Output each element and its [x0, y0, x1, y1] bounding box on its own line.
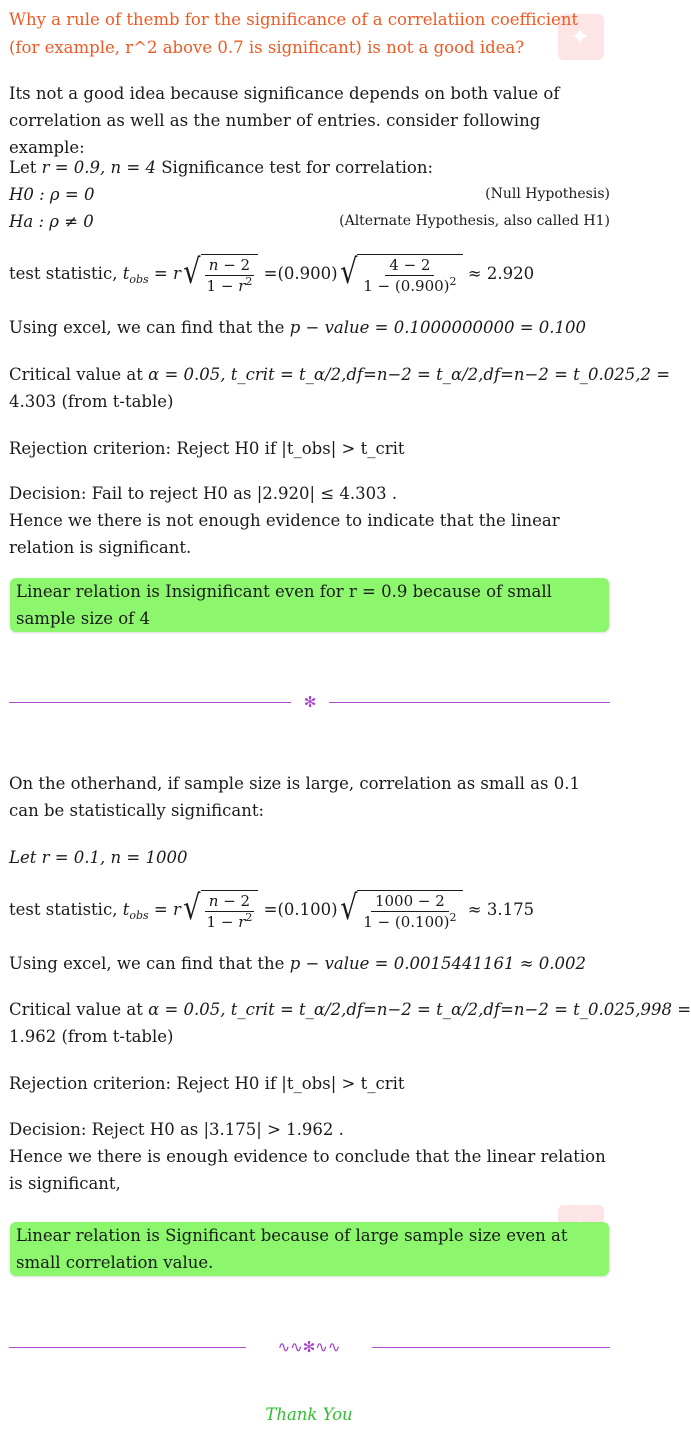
test-label: Significance test for correlation: [161, 158, 434, 177]
example1-let-line [9, 154, 610, 181]
example2-decision [9, 1116, 610, 1197]
flourish-icon: ∿∿✻∿∿ [277, 1338, 341, 1356]
example2-intro-text: On the otherhand, if sample size is large, correlation as small as 0.1 can be statistically significant: [9, 774, 580, 820]
let-values-2: Let r = 0.1, n = 1000 [9, 848, 188, 867]
thank-you-text: Thank You [265, 1405, 353, 1424]
closing-divider [9, 1337, 610, 1357]
crit-expression-2: α = 0.05, t_crit = t_α/2,df=n−2 = t_α/2,df=n−2 = t_0.025,998 = [148, 1000, 691, 1019]
null-hypothesis-row [9, 181, 610, 208]
let-label: Let [9, 158, 37, 177]
alt-hypothesis: Ha : ρ ≠ 0 [9, 212, 94, 231]
example1-statistic: test statistic, $t_{obs} = r$ √ $\frac{n - 2}{1 - r^2}$ = (0.900) √ $\frac{4 - 2}{1 - (0.900)^2}$ ≈ 2.920 [9, 252, 535, 295]
example1-rejection [9, 435, 610, 462]
alt-hypothesis-note: (Alternate Hypothesis, also called H1) [339, 213, 610, 229]
section-divider [9, 692, 610, 712]
pvalue-text-2: Using excel, we can find that the [9, 954, 285, 973]
frac-numerator-2: 1000 − 2 [371, 891, 449, 912]
pvalue-value: p − value = 0.1000000000 = 0.100 [289, 318, 586, 337]
t-obs-value: ≈ 2.920 [467, 263, 535, 283]
intro-paragraph [9, 80, 610, 161]
r-value-2: (0.100) [277, 899, 338, 919]
crit-label-2: Critical value at [9, 1000, 143, 1019]
sqrt-substituted: √ $\frac{4 - 2}{1 - (0.900)^2}$ [338, 250, 463, 296]
rejection-criterion-2: Rejection criterion: Reject H0 if |t_obs| > t_crit [9, 1074, 405, 1093]
intro-text: Its not a good idea because significance depends on both value of correlation as well as the number of entries. consider following example: [9, 84, 560, 157]
null-hypothesis-note: (Null Hypothesis) [485, 186, 610, 202]
decision-text: Decision: Fail to reject H0 as |2.920| ≤ 4.303 . [9, 484, 398, 503]
example1-pvalue [9, 314, 610, 341]
stat-label-2: test statistic, [9, 899, 118, 919]
example2-pvalue [9, 950, 610, 977]
question-text: Why a rule of themb for the significance of a correlatiion coefficient (for example, r^2 above 0.7 is significant) is not a good idea? [9, 10, 579, 57]
crit-label: Critical value at [9, 365, 143, 384]
example1-critical [9, 361, 671, 415]
stat-label: test statistic, [9, 263, 118, 283]
alt-hypothesis-row [9, 208, 610, 235]
r-value: (0.900) [277, 263, 338, 283]
example1-decision [9, 480, 610, 561]
example2-rejection [9, 1070, 610, 1097]
crit-expression: α = 0.05, t_crit = t_α/2,df=n−2 = t_α/2,df=n−2 = t_0.025,2 = [148, 365, 671, 384]
sqrt-formula-2: √ $\frac{n - 2}{1 - r^2}$ [181, 886, 259, 932]
ornament-icon: ✻ [303, 693, 317, 711]
example1-callout [10, 578, 609, 632]
example2-statistic: test statistic, $t_{obs} = r$ √ $\frac{n - 2}{1 - r^2}$ = (0.100) √ $\frac{1000 - 2}{1 - (0.100)^2}$ ≈ 3.175 [9, 888, 535, 931]
frac-denominator: 1 − (0.900) [363, 277, 450, 295]
document [9, 6, 610, 62]
null-hypothesis: H0 : ρ = 0 [9, 185, 95, 204]
frac-denominator-2: 1 − (0.100) [363, 913, 450, 931]
example1-setup [9, 154, 610, 235]
crit-value-2: 1.962 (from t-table) [9, 1027, 174, 1046]
rejection-criterion: Rejection criterion: Reject H0 if |t_obs| > t_crit [9, 439, 405, 458]
example2-let [9, 844, 610, 871]
decision-text-2: Decision: Reject H0 as |3.175| > 1.962 . [9, 1120, 344, 1139]
pvalue-value-2: p − value = 0.0015441161 ≈ 0.002 [289, 954, 586, 973]
conclusion-text: Hence we there is not enough evidence to indicate that the linear relation is significant. [9, 511, 560, 557]
callout-text-2: Linear relation is Significant because of large sample size even at small correlation value. [16, 1226, 568, 1272]
example2-intro [9, 770, 610, 824]
crit-value: 4.303 (from t-table) [9, 392, 174, 411]
sqrt-formula: √ $\frac{n - 2}{1 - r^2}$ [181, 250, 259, 296]
example2-callout [10, 1222, 609, 1276]
let-values: r = 0.9, n = 4 [41, 158, 156, 177]
t-obs-value-2: ≈ 3.175 [467, 899, 535, 919]
callout-text: Linear relation is Insignificant even for r = 0.9 because of small sample size of 4 [16, 582, 552, 628]
conclusion-text-2: Hence we there is enough evidence to conclude that the linear relation is significant, [9, 1147, 606, 1193]
pvalue-text: Using excel, we can find that the [9, 318, 285, 337]
frac-numerator: 4 − 2 [385, 255, 434, 276]
sqrt-substituted-2: √ $\frac{1000 - 2}{1 - (0.100)^2}$ [338, 886, 463, 932]
example2-critical [9, 996, 691, 1050]
